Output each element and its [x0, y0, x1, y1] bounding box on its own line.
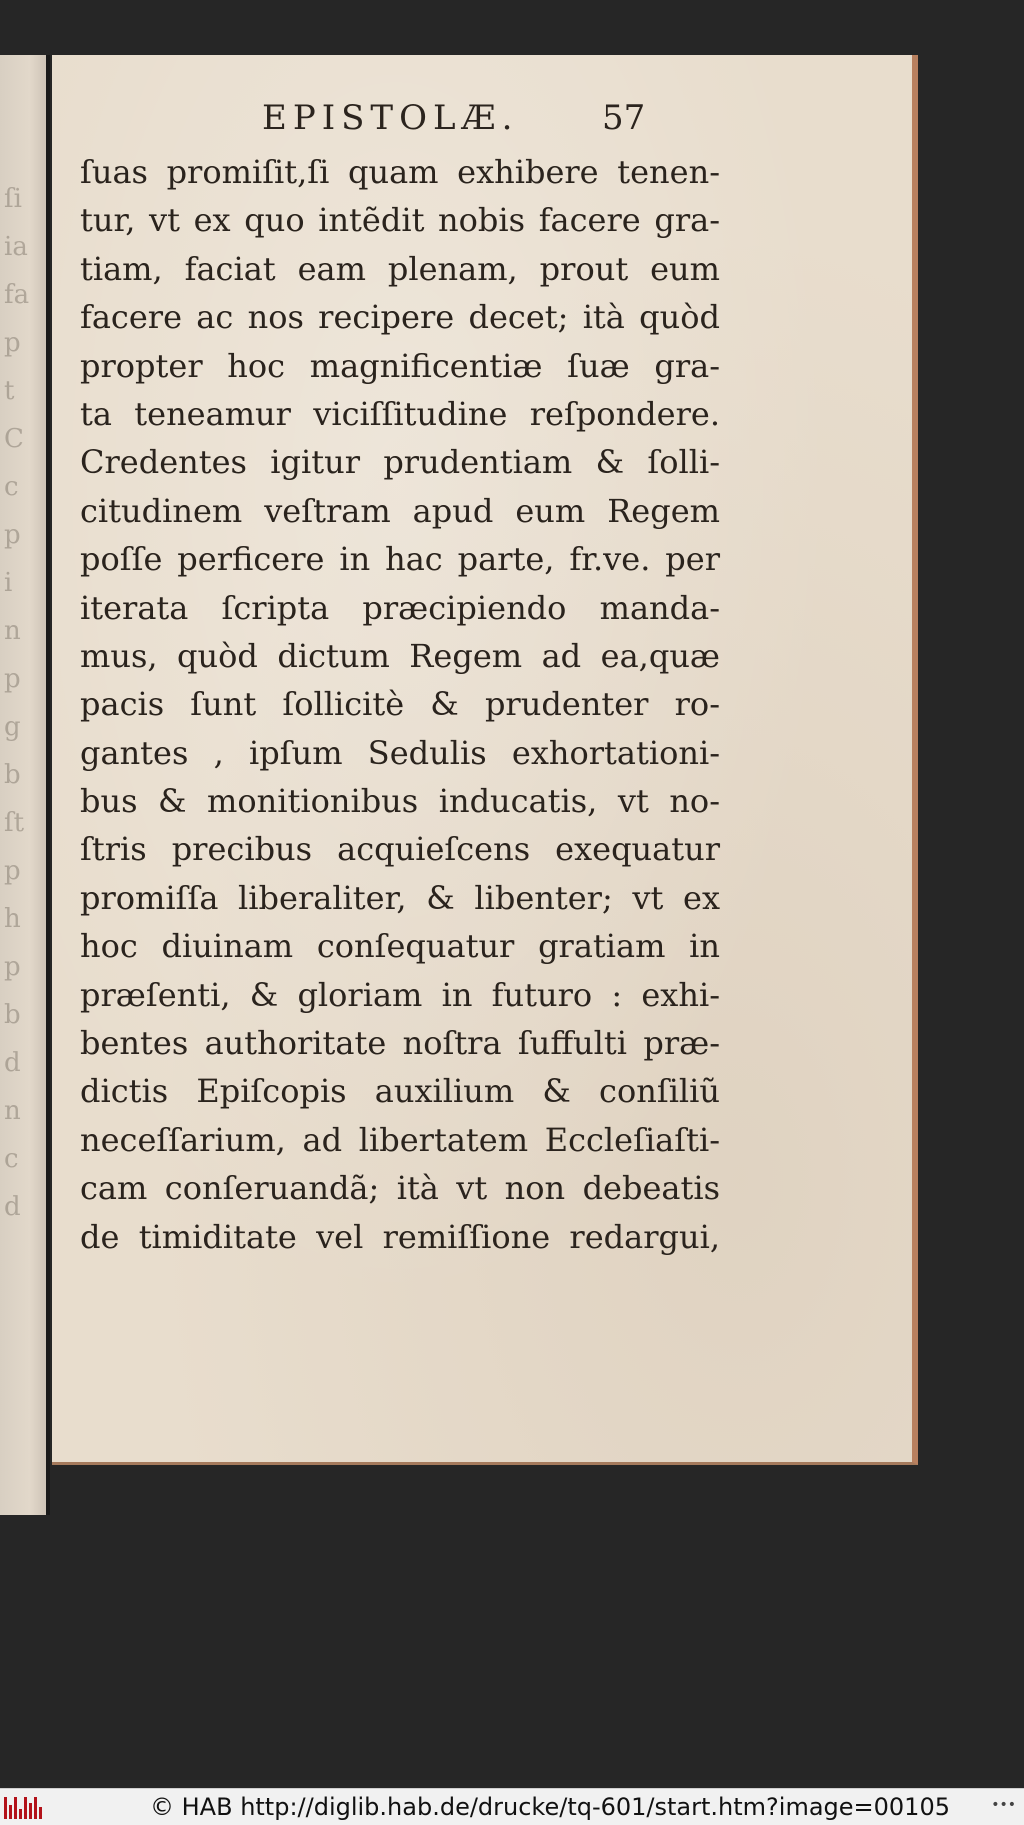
text-line: bentes authoritate noſtra ſuffulti præ-: [80, 1024, 720, 1063]
facing-page-edge: [0, 55, 50, 1515]
text-line: mus, quòd dictum Regem ad ea,quæ: [80, 636, 720, 675]
page-number: 57: [602, 98, 646, 138]
text-line: ſtris precibus acquieſcens exequatur: [80, 830, 720, 869]
hab-logo-icon: [4, 1795, 44, 1819]
text-line: ta teneamur viciſſitudine reſpondere.: [80, 394, 720, 433]
text-line: facere ac nos recipere decet; ità quòd: [80, 298, 720, 337]
book-spine: [46, 55, 50, 1515]
source-credit-link[interactable]: © HAB http://diglib.hab.de/drucke/tq-601/start.htm?image=00105: [150, 1793, 950, 1821]
bleed-through-marks: ſi ia fa p t C c p i n p g b ſt p h p b d n c d: [4, 184, 30, 1222]
text-line: promiſſa liberaliter, & libenter; vt ex: [80, 878, 720, 917]
text-line: hoc diuinam conſequatur gratiam in: [80, 927, 720, 966]
text-line: ſuas promiſit,ſi quam exhibere tenen-: [80, 153, 720, 191]
text-line: neceſſarium, ad libertatem Eccleſiaſti-: [80, 1120, 720, 1159]
running-head: EPISTOLÆ.: [262, 98, 519, 138]
text-line: gantes , ipſum Sedulis exhortationi-: [80, 733, 720, 772]
text-line: Credentes igitur prudentiam & ſolli-: [80, 443, 720, 482]
text-line: cam conſeruandã; ità vt non debeatis: [80, 1169, 720, 1208]
text-line: poſſe perficere in hac parte, fr.ve. per: [80, 540, 720, 579]
text-line: dictis Epiſcopis auxilium & conſiliũ: [80, 1072, 720, 1111]
text-line: iterata ſcripta præcipiendo manda-: [80, 588, 720, 627]
text-line: pacis ſunt ſollicitè & prudenter ro-: [80, 685, 720, 724]
text-line: bus & monitionibus inducatis, vt no-: [80, 782, 720, 821]
viewer-footer: [0, 1788, 1024, 1825]
page-header: [210, 98, 710, 148]
text-line: præſenti, & gloriam in futuro : exhi-: [80, 975, 720, 1014]
more-options-icon[interactable]: •••: [991, 1797, 1016, 1813]
text-line: de timiditate vel remiſſione redargui,: [80, 1217, 720, 1256]
text-line: tur, vt ex quo intẽdit nobis facere gra-: [80, 201, 720, 240]
text-line: citudinem veſtram apud eum Regem: [80, 491, 720, 530]
page-body-text: [80, 148, 720, 1261]
text-line: tiam, faciat eam plenam, prout eum: [80, 249, 720, 288]
text-line: propter hoc magnificentiæ ſuæ gra-: [80, 346, 720, 385]
